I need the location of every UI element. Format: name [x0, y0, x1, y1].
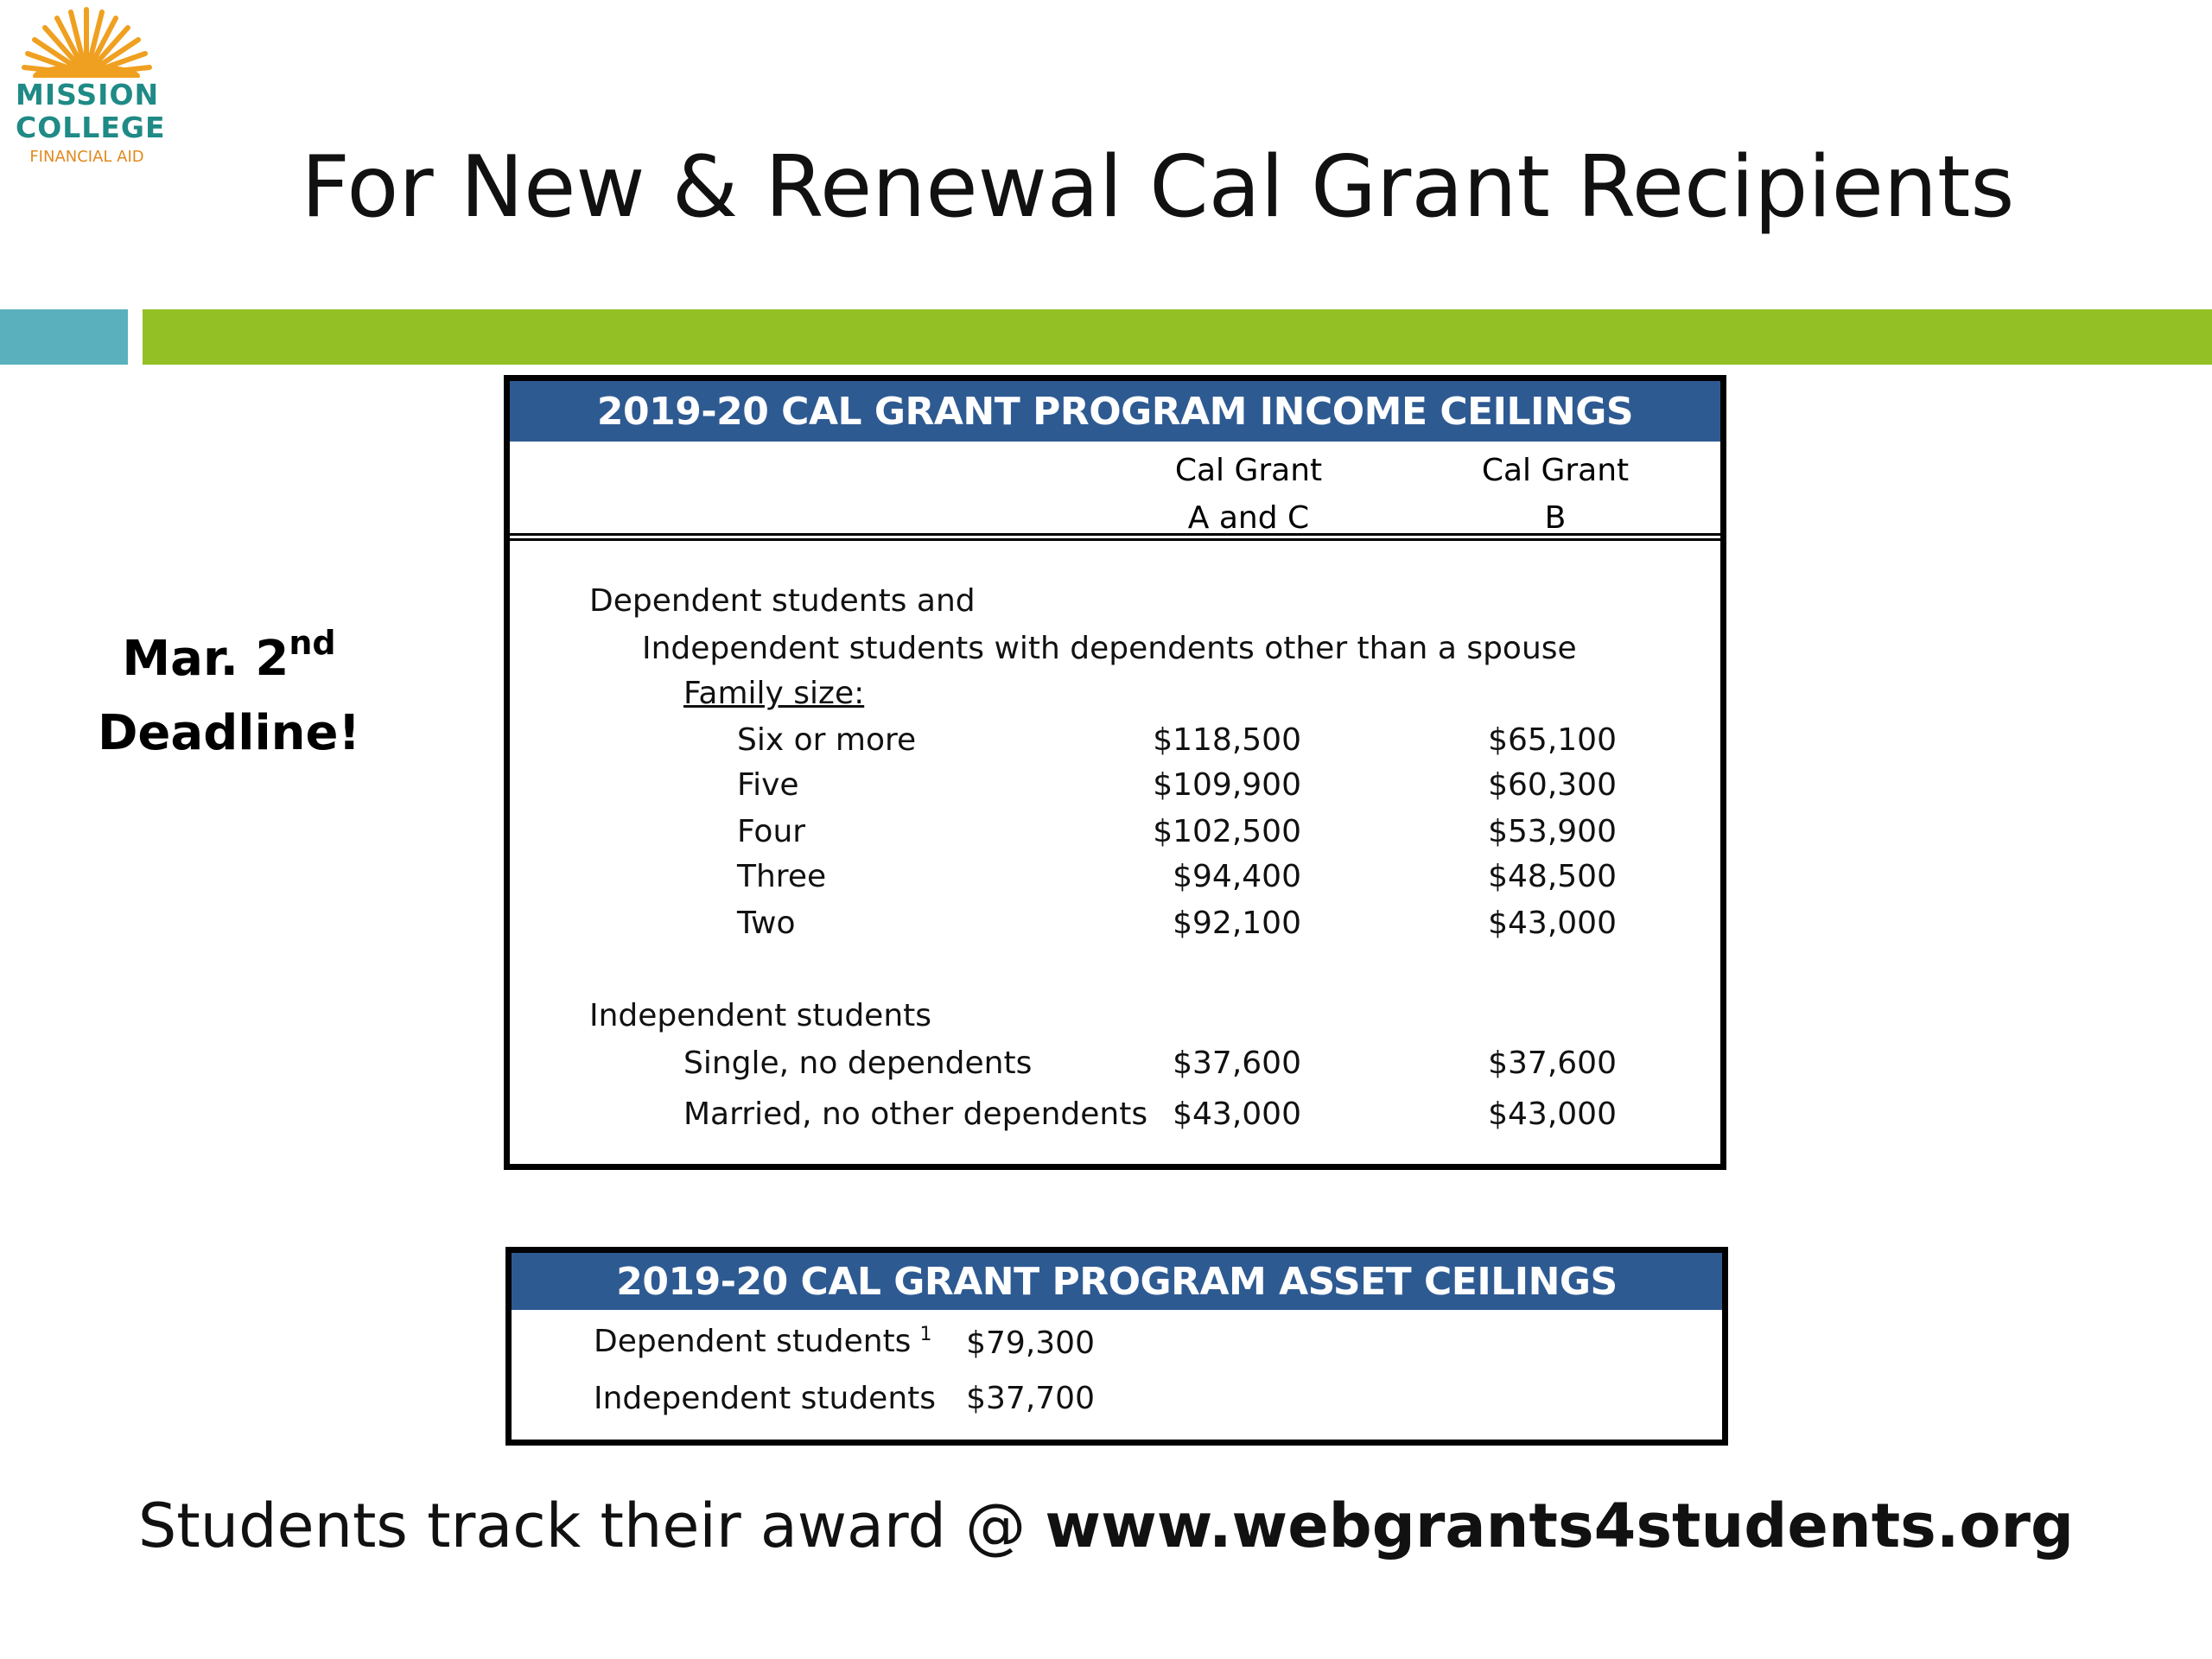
col-header-a-and-c: Cal Grant A and C: [1174, 453, 1323, 536]
logo-financial-aid-text: FINANCIAL AID: [29, 148, 144, 166]
footnote-marker: 1: [919, 1324, 932, 1345]
table-row-label: Five: [737, 767, 799, 803]
table-cell-ac: $43,000: [1173, 1096, 1301, 1132]
group-dependent-sublabel: Independent students with dependents other than a spouse: [642, 631, 1577, 666]
slide-title: For New & Renewal Cal Grant Recipients: [301, 138, 2015, 237]
sunburst-icon: [16, 5, 158, 78]
accent-bar-green: [143, 309, 2212, 365]
table-cell-ac: $102,500: [1153, 814, 1301, 849]
family-size-label: Family size:: [683, 676, 865, 711]
group-independent-label: Independent students: [589, 998, 931, 1033]
table-row-label: Married, no other dependents: [683, 1096, 1148, 1132]
table-row-label: Three: [737, 859, 827, 894]
income-table-header: 2019-20 CAL GRANT PROGRAM INCOME CEILINGS: [510, 381, 1720, 442]
table-cell-ac: $37,600: [1173, 1046, 1301, 1081]
table-row-label: Single, no dependents: [683, 1046, 1033, 1081]
table-cell-b: $48,500: [1488, 859, 1617, 894]
table-cell-b: $43,000: [1488, 906, 1617, 941]
webgrants-link[interactable]: www.webgrants4students.org: [1045, 1491, 2075, 1561]
deadline-date: Mar. 2nd: [122, 624, 336, 687]
table-cell-b: $37,600: [1488, 1046, 1617, 1081]
logo-college-text: COLLEGE: [16, 111, 166, 144]
table-cell-b: $65,100: [1488, 722, 1617, 758]
table-cell-ac: $118,500: [1153, 722, 1301, 758]
deadline-callout: [86, 622, 372, 771]
deadline-label: Deadline!: [97, 705, 361, 761]
income-ceilings-table: [504, 375, 1726, 1170]
table-cell-ac: $94,400: [1173, 859, 1301, 894]
table-row-label: Six or more: [737, 722, 917, 758]
table-row-label: Four: [737, 814, 806, 849]
table-row-label: Two: [737, 906, 796, 941]
asset-table-header: 2019-20 CAL GRANT PROGRAM ASSET CEILINGS: [512, 1253, 1722, 1310]
table-row-label: Independent students: [594, 1381, 936, 1416]
table-row-label: Dependent students $^1$: [594, 1324, 932, 1359]
table-cell-b: $60,300: [1488, 767, 1617, 803]
table-cell-b: $53,900: [1488, 814, 1617, 849]
footer-tracking-note: Students track their award @ www.webgrants4students.org: [137, 1491, 2075, 1561]
table-cell-value: $37,700: [966, 1381, 1095, 1416]
table-cell-value: $79,300: [966, 1325, 1095, 1361]
col-header-b: Cal Grant B: [1481, 453, 1630, 536]
accent-bar-teal: [0, 309, 128, 365]
table-cell-ac: $92,100: [1173, 906, 1301, 941]
table-cell-ac: $109,900: [1153, 767, 1301, 803]
header-divider: [510, 533, 1720, 541]
asset-ceilings-table: [505, 1247, 1728, 1446]
table-cell-b: $43,000: [1488, 1096, 1617, 1132]
logo-mission-text: MISSION: [16, 78, 160, 111]
group-dependent-label: Dependent students and: [589, 583, 976, 619]
